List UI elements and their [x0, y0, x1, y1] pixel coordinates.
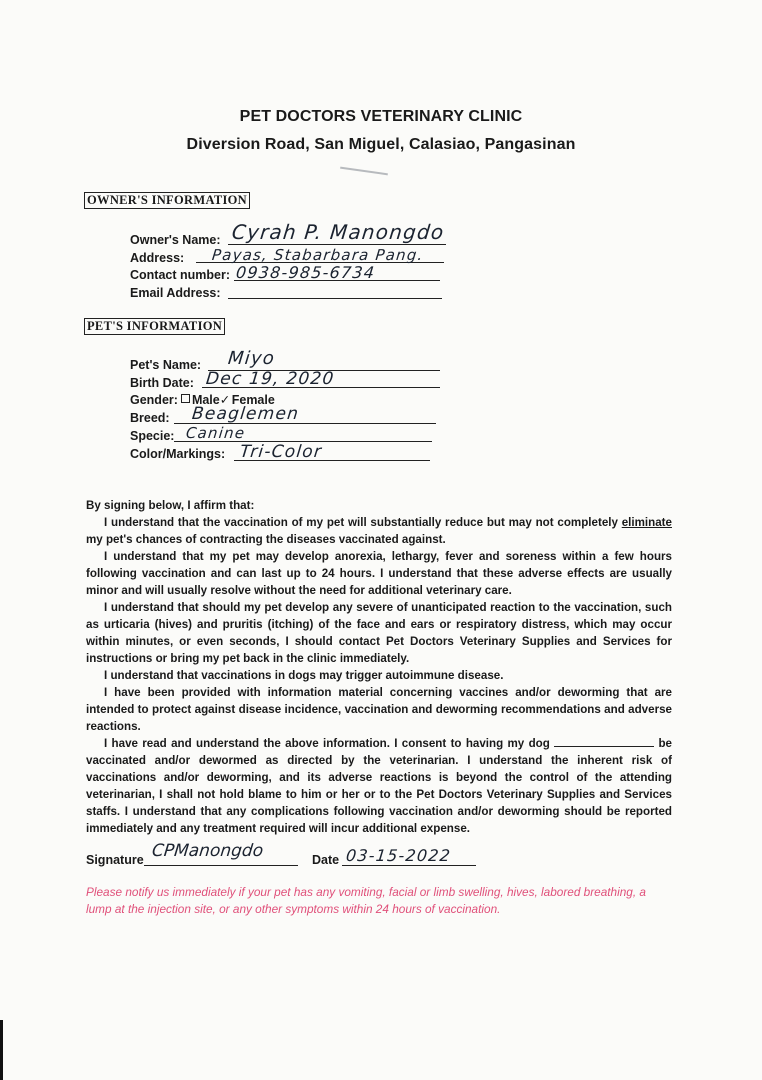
consent-intro: By signing below, I affirm that:	[86, 499, 255, 512]
consent-paragraph-2: I understand that my pet may develop anorexia, lethargy, fever and soreness within a few hours following vaccination and can last up to 24 hours. I understand that these adverse effects are usually minor and will usually resolve without the need for additional veterinary care.	[86, 550, 672, 597]
consent-paragraph-1	[86, 514, 672, 548]
vaccination-notice: Please notify us immediately if your pet has any vomiting, facial or limb swelling, hives, labored breathing, a lump at the injection site, or any other symptoms within 24 hours of vaccination.	[86, 885, 646, 916]
signature-line	[144, 865, 298, 866]
gender-female-label: Female	[231, 393, 275, 407]
consent-p1-text-a: I understand that the vaccination of my pet will substantially reduce but may not completely	[104, 516, 618, 529]
dog-name-blank[interactable]	[554, 737, 654, 747]
owner-email-label: Email Address:	[130, 286, 221, 300]
date-value: 03-15-2022	[345, 846, 453, 865]
pet-name-label: Pet's Name:	[130, 358, 202, 372]
scan-smudge	[340, 167, 388, 176]
pet-birth-value: Dec 19, 2020	[204, 369, 336, 389]
pet-breed-value: Beaglemen	[190, 404, 301, 424]
clinic-address: Diversion Road, San Miguel, Calasiao, Pangasinan	[186, 136, 576, 153]
clinic-name: PET DOCTORS VETERINARY CLINIC	[239, 108, 523, 125]
consent-p6-text-b: be vaccinated and/or dewormed as directed by the veterinarian. I understand the inherent risk of vaccinations and/or deworming, and its adverse reactions is beyond the control of the attending veterinarian, I shall not hold blame to him or her or to the Pet Doctors Veterinary Supplies and Services staffs. I understand that any complications following vaccination and/or deworming should be reported immediately and any treatment required will incur additional expense.	[86, 737, 672, 835]
pet-birth-label: Birth Date:	[130, 376, 194, 390]
owner-name-line	[228, 244, 446, 245]
pet-color-label: Color/Markings:	[130, 447, 226, 461]
consent-p1-text-b: my pet's chances of contracting the diseases vaccinated against.	[86, 533, 446, 546]
owner-section-title: OWNER'S INFORMATION	[84, 192, 250, 209]
pet-breed-label: Breed:	[130, 411, 170, 425]
pet-color-value: Tri-Color	[238, 442, 324, 462]
scan-edge-mark	[0, 1020, 3, 1080]
date-line	[342, 865, 476, 866]
owner-email-line	[228, 298, 442, 299]
consent-p1-underlined: eliminate	[621, 516, 672, 529]
owner-address-value: Payas, Stabarbara Pang.	[211, 246, 425, 264]
owner-contact-value: 0938-985-6734	[235, 263, 377, 282]
consent-paragraph-5: I have been provided with information material concerning vaccines and/or deworming that are intended to protect against disease incidence, vaccination and deworming recommendations and adverse reactions.	[86, 686, 672, 733]
signature-value: CPManongdo	[150, 841, 265, 861]
owner-contact-label: Contact number:	[130, 268, 230, 282]
date-label: Date	[312, 853, 340, 867]
consent-text	[86, 497, 672, 837]
owner-address-label: Address:	[130, 251, 185, 265]
pet-section-title: PET'S INFORMATION	[84, 318, 225, 335]
signature-label: Signature	[86, 853, 144, 867]
consent-p6-text-a: I have read and understand the above information. I consent to having my dog	[104, 737, 550, 750]
owner-name-label: Owner's Name:	[130, 233, 221, 247]
gender-male-label: Male	[191, 393, 220, 407]
consent-paragraph-3: I understand that should my pet develop any severe of unanticipated reaction to the vaccination, such as urticaria (hives) and pruritis (itching) of the face and ears or respiratory distress, which may occur within minutes, or even seconds, I should contact Pet Doctors Veterinary Supplies and Services for instructions or bring my pet back in the clinic immediately.	[86, 601, 672, 665]
gender-female-check-icon[interactable]: ✓	[219, 393, 231, 407]
pet-name-value: Miyo	[226, 348, 277, 369]
pet-gender-label: Gender:	[130, 393, 178, 407]
pet-specie-value: Canine	[185, 424, 247, 442]
gender-male-checkbox[interactable]	[181, 394, 190, 403]
pet-specie-label: Specie:	[130, 429, 175, 443]
consent-paragraph-4: I understand that vaccinations in dogs may trigger autoimmune disease.	[104, 669, 504, 682]
consent-paragraph-6	[86, 735, 672, 837]
owner-name-value: Cyrah P. Manongdo	[230, 220, 446, 244]
